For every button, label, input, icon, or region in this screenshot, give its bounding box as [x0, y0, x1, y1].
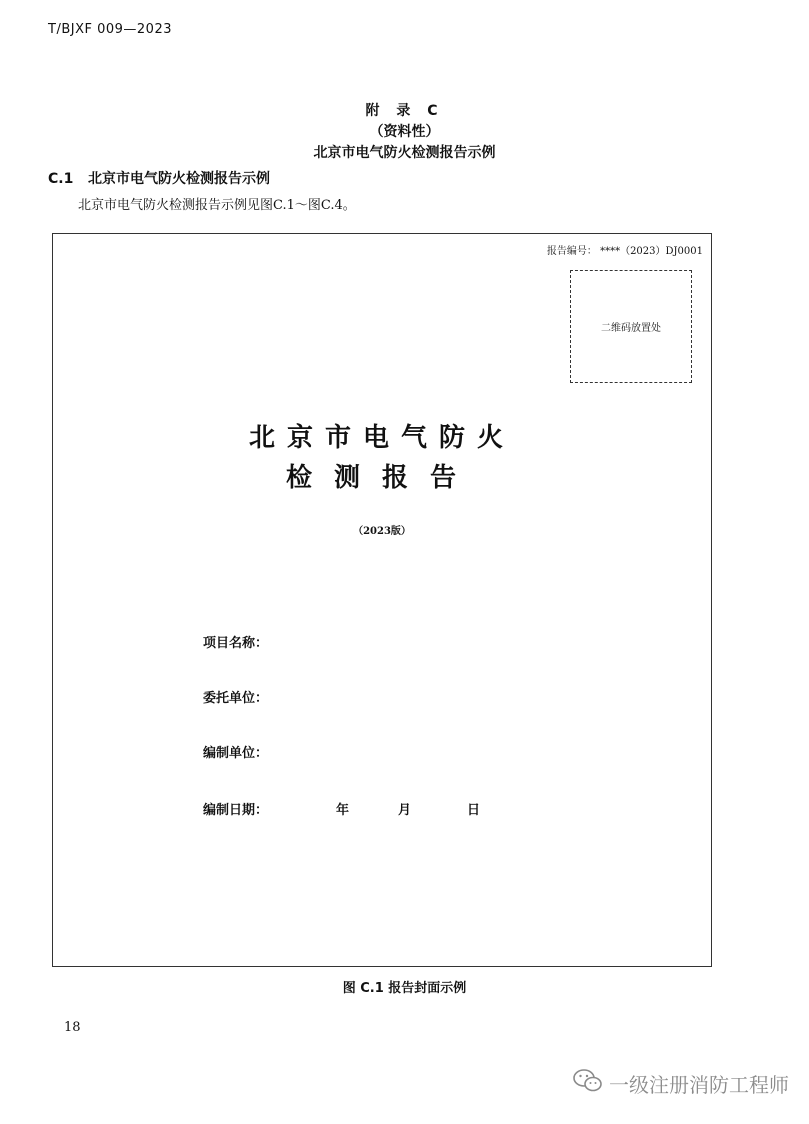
figure-caption: 图 C.1 报告封面示例 — [342, 981, 467, 996]
report-number: 报告编号： ****（2023）DJ0001 — [546, 246, 703, 257]
date-month-label: 月 — [398, 803, 412, 818]
wechat-icon — [573, 1068, 603, 1099]
appendix-title: 附 录 C — [365, 103, 444, 119]
field-compile-date: 编制日期： — [203, 803, 269, 818]
watermark — [573, 1068, 789, 1099]
section-number: C.1 — [48, 171, 74, 187]
date-year-label: 年 — [336, 803, 350, 818]
page-number: 18 — [64, 1020, 81, 1035]
standard-number: T/BJXF 009—2023 — [48, 22, 172, 37]
figure-frame — [52, 233, 712, 967]
section-heading-text: 北京市电气防火检测报告示例 — [88, 171, 270, 187]
watermark-text: 一级注册消防工程师 — [609, 1073, 789, 1097]
date-day-label: 日 — [467, 803, 481, 818]
cover-title-line2: 检测报告 — [285, 463, 478, 493]
qr-label: 二维码放置处 — [601, 323, 661, 334]
appendix-name: 北京市电气防火检测报告示例 — [313, 145, 496, 161]
cover-title-line1: 北京市电气防火 — [248, 423, 515, 453]
field-compiler-unit: 编制单位： — [203, 746, 269, 761]
field-client-unit: 委托单位： — [203, 691, 269, 706]
section-body: 北京市电气防火检测报告示例见图C.1～图C.4。 — [78, 198, 356, 213]
field-project-name: 项目名称： — [203, 636, 269, 651]
qr-code-placeholder — [570, 270, 692, 383]
appendix-type: （资料性） — [369, 124, 440, 140]
cover-edition: （2023版） — [353, 526, 411, 537]
section-heading — [48, 168, 270, 188]
